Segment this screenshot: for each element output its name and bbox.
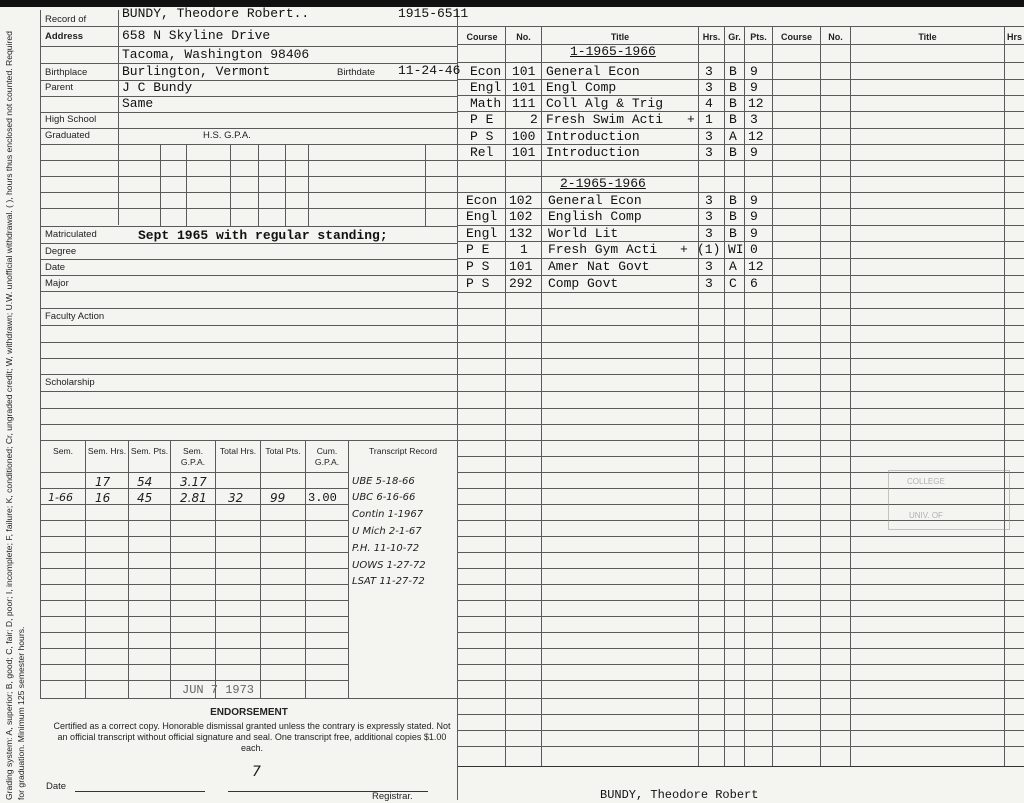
address-line1: 658 N Skyline Drive bbox=[122, 28, 271, 43]
matriculated-value: Sept 1965 with regular standing; bbox=[138, 228, 388, 243]
summary-header-sem-pts: Sem. Pts. bbox=[130, 446, 169, 456]
course-mark: + bbox=[687, 112, 695, 127]
graduated-label: Graduated bbox=[45, 130, 90, 141]
course-grade: C bbox=[729, 276, 737, 291]
course-hours: 4 bbox=[705, 96, 713, 111]
course-title: Fresh Gym Acti bbox=[548, 242, 658, 257]
matriculated-label: Matriculated bbox=[45, 229, 97, 240]
parent-address-value: Same bbox=[122, 96, 154, 111]
course-number: 292 bbox=[509, 276, 533, 291]
registrar-label: Registrar. bbox=[372, 791, 413, 802]
course-hours: 3 bbox=[705, 145, 713, 160]
course-code: P E bbox=[466, 242, 490, 257]
course-points: 12 bbox=[748, 129, 764, 144]
course-points: 9 bbox=[750, 80, 758, 95]
course-title: Introduction bbox=[546, 145, 640, 160]
endorsement-date-label: Date bbox=[46, 781, 67, 792]
transcript-entry: UOWS 1-27-72 bbox=[352, 560, 426, 571]
course-number: 101 bbox=[512, 80, 536, 95]
course-points: 9 bbox=[750, 209, 758, 224]
summary-header-sem: Sem. bbox=[52, 446, 74, 456]
stamp-line1: COLLEGE bbox=[907, 477, 945, 486]
summary-header-sem-hrs: Sem. Hrs. bbox=[87, 446, 127, 456]
course-code: P S bbox=[466, 276, 490, 291]
course-code: Engl bbox=[466, 209, 498, 224]
course-title: General Econ bbox=[546, 64, 640, 79]
course-title: Fresh Swim Acti bbox=[546, 112, 664, 127]
no-header-2: No. bbox=[828, 32, 843, 42]
course-points: 12 bbox=[748, 259, 764, 274]
student-name: BUNDY, Theodore Robert.. bbox=[122, 6, 310, 21]
student-id: 1915-6511 bbox=[398, 6, 469, 21]
course-points: 3 bbox=[750, 112, 758, 127]
faded-stamp bbox=[888, 470, 1010, 530]
course-hours: 3 bbox=[705, 209, 713, 224]
course-title: Comp Govt bbox=[548, 276, 619, 291]
course-code: Engl bbox=[470, 80, 502, 95]
course-number: 2 bbox=[530, 112, 538, 127]
course-mark: + bbox=[680, 242, 688, 257]
course-points: 9 bbox=[750, 64, 758, 79]
address-line2: Tacoma, Washington 98406 bbox=[122, 47, 310, 62]
course-code: Engl bbox=[466, 226, 498, 241]
record-of-label: Record of bbox=[45, 14, 87, 25]
course-points: 9 bbox=[750, 145, 758, 160]
course-grade: B bbox=[729, 112, 737, 127]
pts-header: Pts. bbox=[750, 32, 767, 42]
course-title: Amer Nat Govt bbox=[548, 259, 650, 274]
course-title: World Lit bbox=[548, 226, 619, 241]
course-grade: B bbox=[729, 226, 737, 241]
course-code: Rel bbox=[470, 145, 494, 160]
course-grade: B bbox=[729, 145, 737, 160]
summary-cell: 32 bbox=[228, 491, 244, 505]
grading-system-legend bbox=[3, 20, 39, 800]
faculty-action-label: Faculty Action bbox=[45, 311, 105, 322]
course-number: 1 bbox=[520, 242, 528, 257]
footer-student-name: BUNDY, Theodore Robert bbox=[600, 788, 759, 802]
birthdate-label: Birthdate bbox=[337, 67, 376, 78]
course-hours: 3 bbox=[705, 259, 713, 274]
summary-header-total-hrs: Total Hrs. bbox=[219, 446, 257, 456]
course-code: Econ bbox=[470, 64, 502, 79]
course-hours: 3 bbox=[705, 64, 713, 79]
transcript-entry: LSAT 11-27-72 bbox=[352, 576, 425, 587]
course-grade: B bbox=[729, 64, 737, 79]
summary-cell: 2.81 bbox=[180, 491, 207, 505]
course-grade: A bbox=[729, 259, 737, 274]
title-header: Title bbox=[610, 32, 630, 42]
birthplace-label: Birthplace bbox=[45, 67, 88, 78]
summary-header-cum-gpa: Cum. G.P.A. bbox=[314, 446, 340, 467]
course-title: Coll Alg & Trig bbox=[546, 96, 664, 111]
course-grade: WI bbox=[728, 242, 744, 257]
course-points: 0 bbox=[750, 242, 758, 257]
course-title: General Econ bbox=[548, 193, 642, 208]
grade-header: Gr. bbox=[728, 32, 741, 42]
course-code: P S bbox=[466, 259, 490, 274]
course-number: 100 bbox=[512, 129, 536, 144]
summary-cell: 3.17 bbox=[180, 475, 207, 489]
high-school-label: High School bbox=[45, 114, 97, 125]
transcript-entry: P.H. 11-10-72 bbox=[352, 543, 420, 554]
birthplace-value: Burlington, Vermont bbox=[122, 64, 271, 79]
scholarship-label: Scholarship bbox=[45, 377, 95, 388]
course-number: 101 bbox=[512, 64, 536, 79]
course-code: Math bbox=[470, 96, 502, 111]
course-title: English Comp bbox=[548, 209, 642, 224]
course-number: 102 bbox=[509, 209, 533, 224]
course-grade: A bbox=[729, 129, 737, 144]
hs-gpa-label: H.S. G.P.A. bbox=[203, 130, 251, 141]
summary-header-total-pts: Total Pts. bbox=[265, 446, 301, 456]
course-grade: B bbox=[729, 209, 737, 224]
hrs-header: Hrs. bbox=[702, 32, 721, 42]
transcript-record-header: Transcript Record bbox=[369, 446, 437, 456]
hrs-header-2: Hrs bbox=[1006, 32, 1022, 42]
summary-cell: 54 bbox=[137, 475, 153, 489]
course-points: 12 bbox=[748, 96, 764, 111]
stamp-line2: UNIV. OF bbox=[909, 511, 943, 520]
birthdate-value: 11-24-46 bbox=[398, 63, 461, 78]
course-number: 101 bbox=[512, 145, 536, 160]
no-header: No. bbox=[516, 32, 531, 42]
summary-cell: 3.00 bbox=[308, 491, 337, 505]
course-header: Course bbox=[466, 32, 498, 42]
endorsement-handwritten: 7 bbox=[252, 764, 261, 780]
grading-system-text: Grading system: A, superior; B, good; C, fair; D, poor; I, incomplete; F, failure; K, conditioned; Cr, ungraded credit; W, withdrawn; U.W. unofficial withdrawal. ( ), hours thus enclosed not counted. Required for graduation. Minimum 125 semester hours. bbox=[4, 31, 26, 800]
course-grade: B bbox=[729, 96, 737, 111]
course-code: P E bbox=[470, 112, 494, 127]
course-hours: 3 bbox=[705, 129, 713, 144]
course-grade: B bbox=[729, 80, 737, 95]
course-number: 132 bbox=[509, 226, 533, 241]
transcript-entry: Contin 1-1967 bbox=[352, 509, 424, 520]
parent-label: Parent bbox=[45, 82, 73, 93]
major-label: Major bbox=[45, 278, 69, 289]
title-header-2: Title bbox=[918, 32, 937, 42]
course-points: 9 bbox=[750, 226, 758, 241]
term-1-heading: 1-1965-1966 bbox=[570, 44, 656, 59]
course-hours: 3 bbox=[705, 80, 713, 95]
transcript-entry: UBE 5-18-66 bbox=[352, 476, 415, 487]
date-stamp: JUN 7 1973 bbox=[182, 683, 255, 697]
degree-label: Degree bbox=[45, 246, 77, 257]
summary-cell: 45 bbox=[137, 491, 153, 505]
course-code: Econ bbox=[466, 193, 498, 208]
date-label: Date bbox=[45, 262, 66, 273]
parent-value: J C Bundy bbox=[122, 80, 193, 95]
course-number: 101 bbox=[509, 259, 533, 274]
course-number: 102 bbox=[509, 193, 533, 208]
course-hours: 1 bbox=[705, 112, 713, 127]
transcript-entry: UBC 6-16-66 bbox=[352, 492, 416, 503]
term-2-heading: 2-1965-1966 bbox=[560, 176, 646, 191]
course-hours: 3 bbox=[705, 276, 713, 291]
course-code: P S bbox=[470, 129, 494, 144]
course-header-2: Course bbox=[780, 32, 812, 42]
course-points: 6 bbox=[750, 276, 758, 291]
summary-cell: 99 bbox=[270, 491, 286, 505]
transcript-entry: U Mich 2-1-67 bbox=[352, 526, 422, 537]
course-points: 9 bbox=[750, 193, 758, 208]
course-hours: 3 bbox=[705, 193, 713, 208]
course-number: 111 bbox=[512, 96, 536, 111]
course-title: Engl Comp bbox=[546, 80, 617, 95]
endorsement-text: Certified as a correct copy. Honorable dismissal granted unless the contrary is expressly stated. Not an official transcript without official signature and seal. One transcript free, additional copies $1.00 each. bbox=[53, 721, 451, 753]
course-hours: (1) bbox=[697, 242, 721, 257]
endorsement-title: ENDORSEMENT bbox=[210, 707, 288, 718]
course-grade: B bbox=[729, 193, 737, 208]
summary-cell: 17 bbox=[95, 475, 111, 489]
course-title: Introduction bbox=[546, 129, 640, 144]
summary-cell: 1-66 bbox=[48, 491, 73, 504]
address-label: Address bbox=[45, 31, 84, 42]
summary-cell: 16 bbox=[95, 491, 111, 505]
summary-header-sem-gpa: Sem. G.P.A. bbox=[180, 446, 206, 467]
course-hours: 3 bbox=[705, 226, 713, 241]
